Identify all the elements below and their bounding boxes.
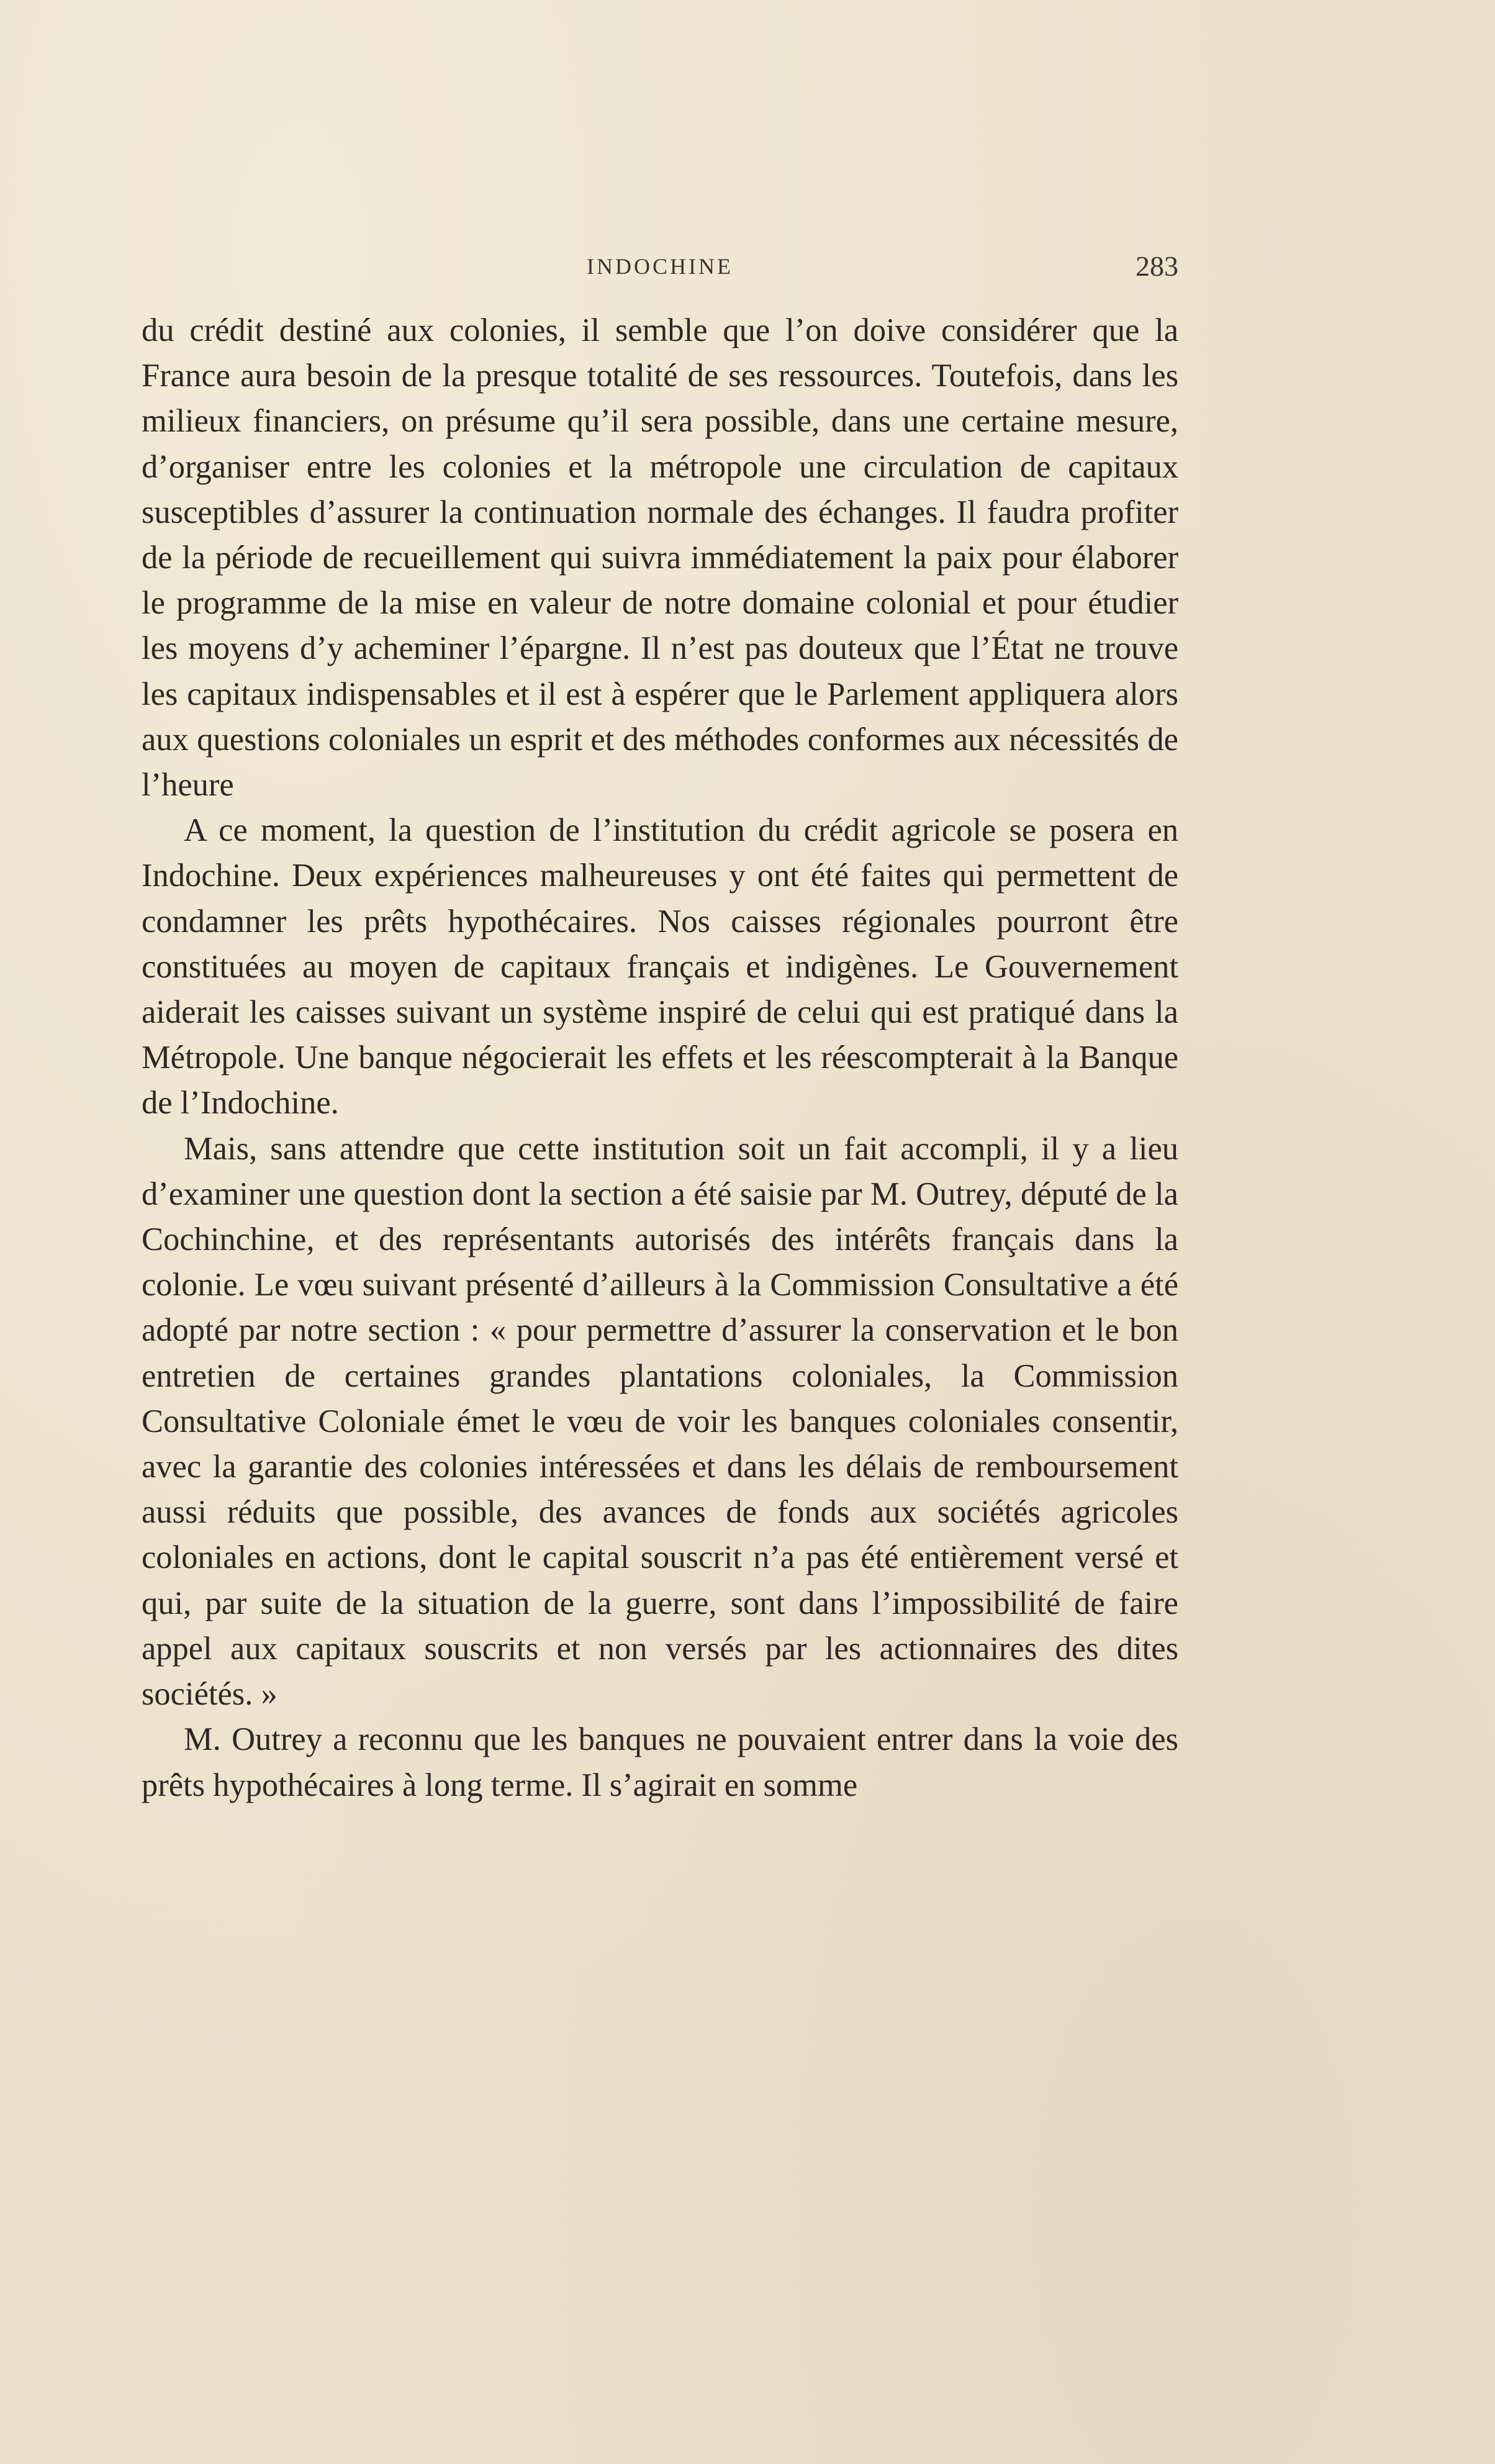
paragraph-credit-agricole: A ce moment, la question de l’institution du crédit agricole se posera en Indochine. Deux expériences malheureuses y ont été faites qui permettent de condamner les prêts hypothécaires. Nos caisses régionales pourront être constituées au moyen de capitaux français et indigènes. Le Gouvernement aiderait les caisses suivant un système inspiré de celui qui est pratiqué dans la Métropole. Une banque négocierait les effets et les réescompterait à la Banque de l’Indochine. bbox=[142, 812, 1178, 1121]
paragraph-voeu-outrey: Mais, sans attendre que cette institution soit un fait accompli, il y a lieu d’examiner une question dont la section a été saisie par M. Outrey, député de la Cochinchine, et des représentants autorisés des intérêts français dans la colonie. Le vœu suivant présenté d’ailleurs à la Commission Consultative a été adopté par notre section : « pour permettre d’assurer la conservation et le bon entretien de certaines grandes plantations coloniales, la Commission Consultative Coloniale émet le vœu de voir les banques coloniales consentir, avec la garantie des colonies intéressées et dans les délais de remboursement aussi réduits que possible, des avances de fonds aux sociétés agricoles coloniales en actions, dont le capital souscrit n’a pas été entièrement versé et qui, par suite de la situation de la guerre, sont dans l’impossibilité de faire appel aux capitaux souscrits et non versés par les actionnaires des dites sociétés. » bbox=[142, 1130, 1178, 1713]
running-head bbox=[142, 250, 1178, 291]
paragraph-continued: du crédit destiné aux colonies, il semble que l’on doive considérer que la France aura besoin de la presque totalité de ses ressources. Toutefois, dans les milieux financiers, on présume qu’il sera possible, dans une certaine mesure, d’organiser entre les colonies et la métropole une circulation de capitaux susceptibles d’assurer la continuation normale des échanges. Il faudra profiter de la période de recueillement qui suivra immédiatement la paix pour élaborer le programme de la mise en valeur de notre domaine colonial et pour étudier les moyens d’y acheminer l’épargne. Il n’est pas douteux que l’État ne trouve les capitaux indispensables et il est à espérer que le Parlement appliquera alors aux questions coloniales un esprit et des méthodes conformes aux nécessités de l’heure bbox=[142, 312, 1178, 804]
page-number: 283 bbox=[1136, 250, 1178, 282]
paragraph-prets-hypothecaires: M. Outrey a reconnu que les banques ne pouvaient entrer dans la voie des prêts hypothécaires à long terme. Il s’agirait en somme bbox=[142, 1721, 1178, 1803]
running-title: INDOCHINE bbox=[587, 254, 733, 279]
body-text bbox=[142, 308, 1178, 1808]
